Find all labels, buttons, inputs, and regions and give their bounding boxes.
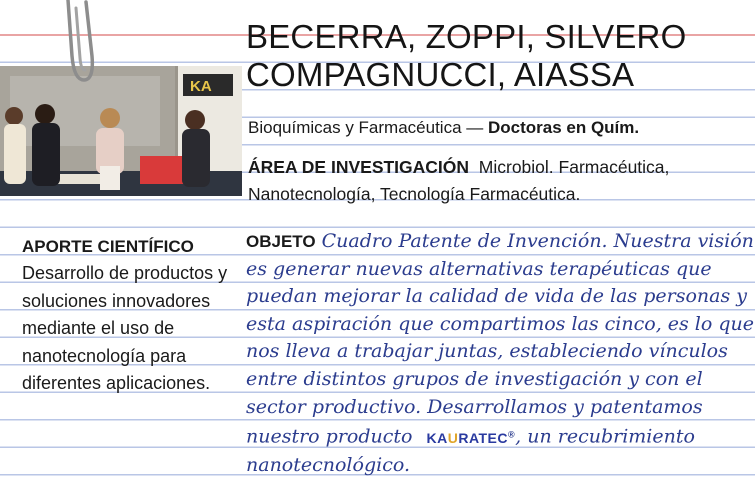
- paperclip-icon: [50, 0, 98, 92]
- research-area: [248, 154, 753, 208]
- research-area-label: ÁREA DE INVESTIGACIÓN: [248, 157, 470, 177]
- team-photo-drawing: [0, 66, 242, 196]
- brand-part-ka: KA: [426, 429, 448, 446]
- banner-text: KA: [190, 78, 212, 95]
- objective-label: OBJETO: [246, 232, 316, 251]
- brand-part-ratec: RATEC: [458, 429, 509, 446]
- page-title: [246, 18, 686, 94]
- brand-part-u: U: [447, 429, 459, 446]
- subtitle-degree: Doctoras en Quím.: [487, 118, 640, 137]
- team-photo: [0, 66, 242, 196]
- kauratec-brand: [426, 430, 515, 446]
- registered-mark: ®: [508, 429, 516, 440]
- objective-tail: , un recubrimiento nanotecnológico.: [246, 425, 695, 477]
- title-line-1: BECERRA, ZOPPI, SILVERO: [246, 18, 687, 55]
- contribution-text: Desarrollo de productos y soluciones innovadores mediante el uso de nanotecnología para diferentes aplicaciones.: [22, 263, 228, 394]
- contribution-heading: APORTE CIENTÍFICO: [22, 237, 194, 256]
- objective-block: [246, 228, 754, 480]
- research-area-text: Microbiol. Farmacéutica, Nanotecnología, Tecnología Farmacéutica.: [248, 157, 670, 204]
- title-line-2: COMPAGNUCCI, AIASSA: [246, 56, 635, 93]
- subtitle: [248, 118, 639, 138]
- objective-text: Cuadro Patente de Invención. Nuestra visión es generar nuevas alternativas terapéuticas que puedan mejorar la calidad de vida de las personas y esta aspiración que compartimos las cinco, es lo que nos lleva a trabajar juntas, estableciendo vínculos entre distintos grupos de investigación y con el sector productivo. Desarrollamos y patentamos nuestro producto: [246, 230, 755, 448]
- subtitle-prefix: Bioquímicas y Farmacéutica —: [248, 118, 488, 137]
